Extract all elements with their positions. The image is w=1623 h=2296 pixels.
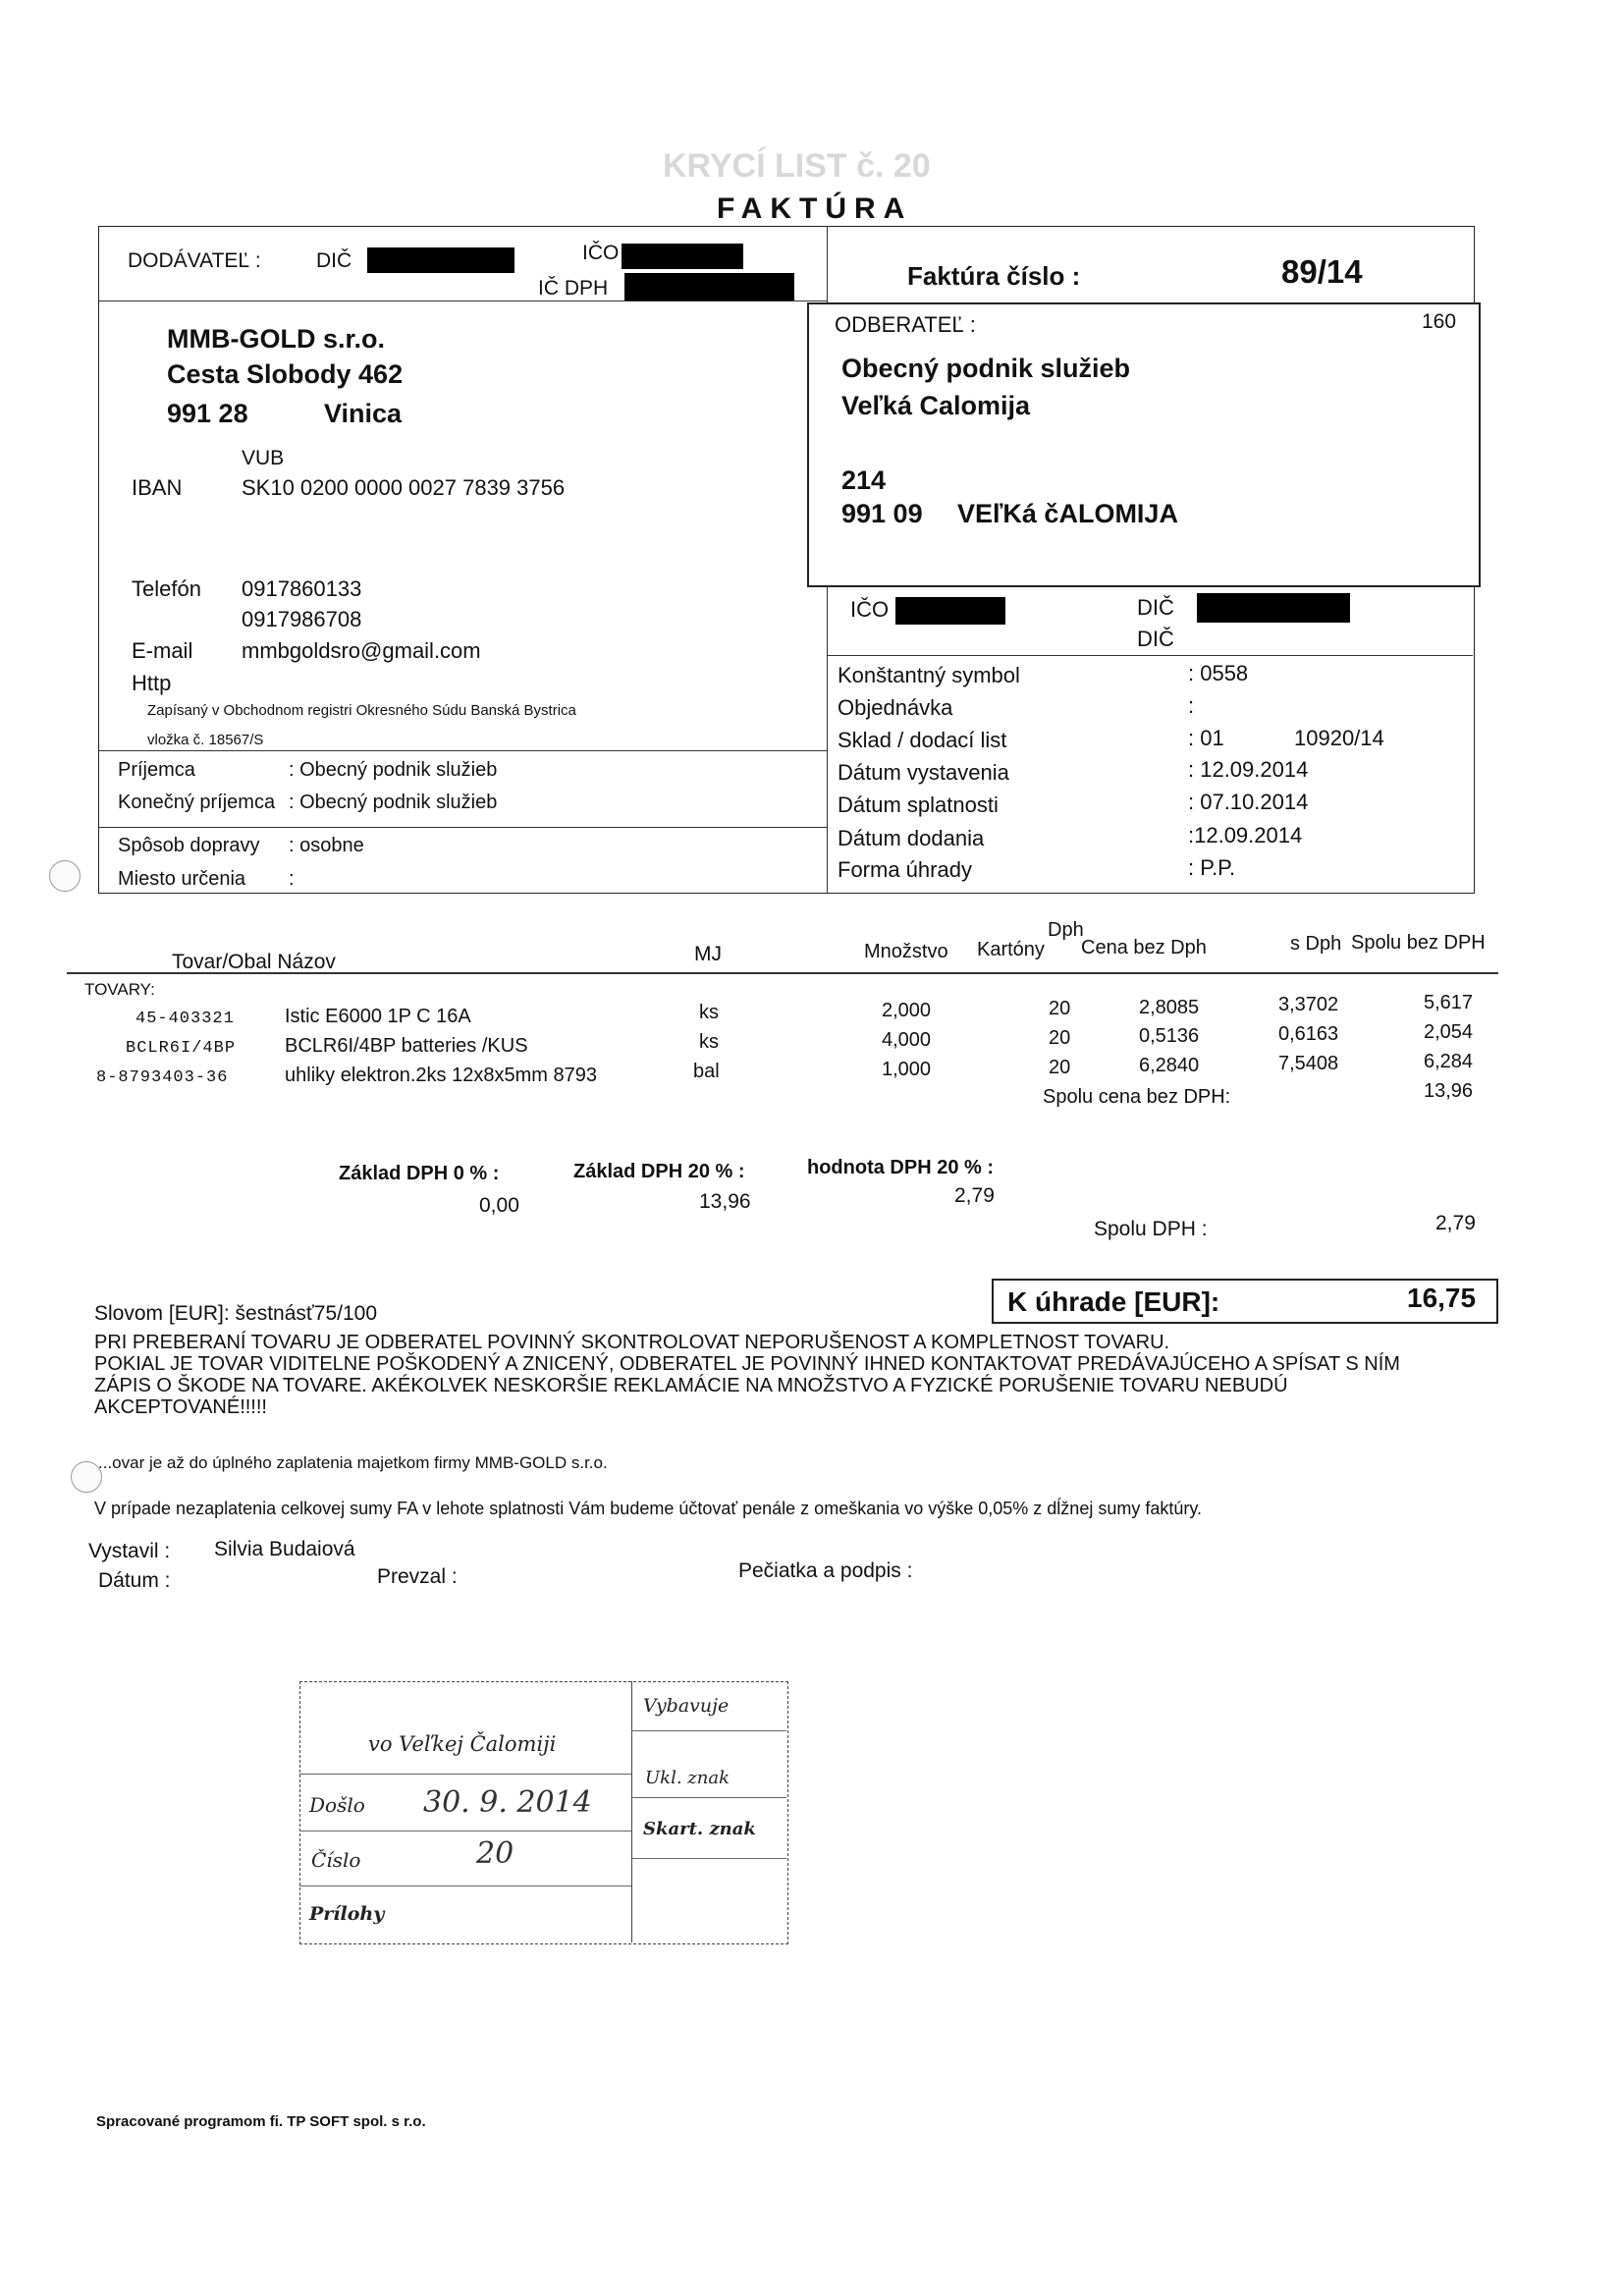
page-title: FAKTÚRA	[717, 192, 913, 225]
row-dph: 20	[1049, 998, 1071, 1019]
meta-label: Sklad / dodací list	[838, 728, 1007, 752]
doprava-label: Spôsob dopravy	[118, 835, 260, 856]
due-label: K úhrade [EUR]:	[1007, 1286, 1220, 1317]
vystavil-label: Vystavil :	[88, 1540, 171, 1562]
footer-note: Spracované programom fi. TP SOFT spol. s r.o.	[96, 2113, 426, 2130]
meta-extra: 10920/14	[1294, 726, 1384, 750]
meta-value: : P.P.	[1188, 855, 1236, 880]
row-mj: ks	[699, 1002, 719, 1023]
meta-value: : 01	[1188, 726, 1224, 750]
notice-line: PRI PREBERANÍ TOVARU JE ODBERATEL POVINNÝ SKONTROLOVAT NEPORUŠENOST A KOMPLETNOST TOVARU.	[94, 1332, 1170, 1353]
prijemca-label: Príjemca	[118, 759, 195, 781]
row-total: 5,617	[1424, 992, 1474, 1013]
supplier-dic-label: DIČ	[316, 249, 352, 272]
buyer-dic-label: DIČ	[1137, 595, 1174, 620]
col-header-dph: Dph	[1048, 919, 1084, 941]
row-qty: 2,000	[882, 1000, 932, 1021]
buyer-dic2-label: DIČ	[1137, 627, 1174, 651]
meta-label: Dátum splatnosti	[838, 793, 999, 817]
stamp-vybavuje: Vybavuje	[643, 1695, 730, 1717]
base20-value: 13,96	[699, 1190, 751, 1213]
buyer-ico-label: IČO	[850, 597, 890, 622]
meta-value: : 12.09.2014	[1188, 757, 1309, 782]
buyer-city: VEľKá čALOMIJA	[957, 499, 1178, 528]
meta-label: Konštantný symbol	[838, 663, 1020, 687]
row-price: 2,8085	[1139, 997, 1200, 1018]
col-header-mnozstvo: Množstvo	[864, 941, 948, 962]
supplier-label: DODÁVATEĽ :	[128, 249, 261, 272]
meta-value: :	[1188, 693, 1195, 718]
val20-label: hodnota DPH 20 % :	[807, 1157, 995, 1178]
supplier-bank: VUB	[242, 447, 285, 469]
register-line2: vložka č. 18567/S	[147, 732, 264, 748]
stamp-top-text: vo Veľkej Čalomiji	[368, 1732, 557, 1756]
miesto-label: Miesto určenia	[118, 868, 246, 890]
prijemca-value: : Obecný podnik služieb	[289, 759, 498, 781]
register-line1: Zapísaný v Obchodnom registri Okresného Súdu Banská Bystrica	[147, 702, 576, 719]
row-price: 6,2840	[1139, 1055, 1200, 1076]
http-label: Http	[132, 671, 172, 695]
stamp-doslo-value: 30. 9. 2014	[423, 1785, 592, 1820]
row-name: uhliky elektron.2ks 12x8x5mm 8793	[285, 1065, 597, 1086]
iban-label: IBAN	[132, 475, 183, 500]
vat-total-label: Spolu DPH :	[1094, 1218, 1208, 1240]
buyer-code: 160	[1422, 310, 1457, 333]
base0-label: Základ DPH 0 % :	[339, 1163, 500, 1184]
vystavil-value: Silvia Budaiová	[214, 1538, 355, 1560]
miesto-value: :	[289, 868, 295, 890]
amount-in-words: Slovom [EUR]: šestnásť75/100	[94, 1302, 378, 1325]
supplier-bottom-line	[98, 750, 827, 751]
stamp-cislo-value: 20	[476, 1836, 514, 1871]
row-price: 0,5136	[1139, 1025, 1200, 1047]
meta-value: :12.09.2014	[1188, 823, 1303, 847]
punch-hole-icon	[71, 1461, 102, 1493]
supplier-city: Vinica	[324, 399, 403, 428]
email-value: mmbgoldsro@gmail.com	[242, 638, 481, 663]
registry-stamp	[299, 1681, 790, 1946]
table-header-line	[67, 972, 1498, 974]
datum-label: Dátum :	[98, 1569, 171, 1592]
stamp-prilohy-label: Prílohy	[309, 1903, 385, 1925]
row-name: BCLR6I/4BP batteries /KUS	[285, 1035, 528, 1057]
buyer-label: ODBERATEĽ :	[835, 312, 976, 337]
notice-line: AKCEPTOVANÉ!!!!!	[94, 1396, 267, 1418]
buyer-box	[807, 302, 1481, 587]
row-total: 6,284	[1424, 1051, 1474, 1072]
sum-value: 13,96	[1424, 1080, 1474, 1102]
redaction-icdph	[624, 273, 794, 301]
stamp-divider	[631, 1681, 632, 1942]
prevzal-label: Prevzal :	[377, 1565, 458, 1588]
row-code: 45-403321	[135, 1010, 235, 1028]
ghost-title: KRYCÍ LIST č. 20	[663, 147, 931, 185]
supplier-zip: 991 28	[167, 399, 248, 428]
buyer-name2: Veľká Calomija	[841, 391, 1031, 420]
phone-label: Telefón	[132, 576, 201, 601]
ownership-note: ...ovar je až do úplného zaplatenia majetkom firmy MMB-GOLD s.r.o.	[98, 1453, 608, 1472]
punch-hole-icon	[49, 860, 81, 892]
invoice-number-label: Faktúra číslo :	[907, 261, 1081, 291]
supplier-name: MMB-GOLD s.r.o.	[167, 324, 385, 354]
row-mj: bal	[693, 1061, 720, 1082]
row-mj: ks	[699, 1031, 719, 1053]
col-header-cena: Cena bez Dph	[1081, 937, 1207, 958]
phone1-value: 0917860133	[242, 576, 362, 601]
stamp-line	[631, 1730, 786, 1731]
row-price-vat: 3,3702	[1278, 994, 1339, 1015]
notice-line: POKIAL JE TOVAR VIDITELNE POŠKODENÝ A ZNICENÝ, ODBERATEL JE POVINNÝ IHNED KONTAKTOVAT PREDÁVAJÚCEHO A SPÍSAT S NÍM	[94, 1353, 1400, 1375]
col-header-kartony: Kartóny	[977, 939, 1045, 960]
row-qty: 1,000	[882, 1059, 932, 1080]
meta-label: Dátum vystavenia	[838, 760, 1009, 785]
sum-label: Spolu cena bez DPH:	[1043, 1086, 1231, 1108]
stamp-ukl: Ukl. znak	[645, 1768, 730, 1788]
buyer-name1: Obecný podnik služieb	[841, 354, 1131, 383]
col-header-mj: MJ	[694, 943, 722, 965]
stamp-skart: Skart. znak	[643, 1819, 756, 1839]
penalty-note: V prípade nezaplatenia celkovej sumy FA v lehote splatnosti Vám budeme účtovať penále z omeškania vo výške 0,05% z dĺžnej sumy faktúry.	[94, 1499, 1203, 1518]
col-header-name: Tovar/Obal Názov	[172, 951, 336, 973]
phone2-value: 0917986708	[242, 607, 362, 631]
vat-total-value: 2,79	[1435, 1212, 1476, 1234]
row-dph: 20	[1049, 1057, 1071, 1078]
peciatka-label: Pečiatka a podpis :	[738, 1559, 913, 1582]
stamp-line	[631, 1858, 786, 1859]
col-header-sdph: s Dph	[1290, 933, 1342, 955]
redaction-buyer-dic	[1197, 593, 1350, 623]
meta-label: Dátum dodania	[838, 826, 985, 850]
row-price-vat: 7,5408	[1278, 1053, 1339, 1074]
row-name: Istic E6000 1P C 16A	[285, 1006, 471, 1027]
val20-value: 2,79	[954, 1184, 995, 1207]
invoice-number: 89/14	[1281, 253, 1363, 290]
row-code: BCLR6I/4BP	[126, 1039, 237, 1058]
row-dph: 20	[1049, 1027, 1071, 1049]
meta-label: Forma úhrady	[838, 857, 972, 882]
stamp-doslo-label: Došlo	[309, 1793, 365, 1817]
supplier-icdph-label: IČ DPH	[538, 277, 609, 300]
due-value: 16,75	[1407, 1283, 1477, 1313]
redaction-dic	[367, 247, 514, 273]
stamp-line	[631, 1797, 786, 1798]
redaction-ico	[622, 244, 743, 269]
notice-line: ZÁPIS O ŠKODE NA TOVARE. AKÉKOLVEK NESKORŠIE REKLAMÁCIE NA MNOŽSTVO A FYZICKÉ PORUŠENIE TOVARU NEBUDÚ	[94, 1375, 1288, 1396]
supplier-ico-label: IČO	[582, 242, 620, 264]
konecny-label: Konečný príjemca	[118, 792, 276, 813]
meta-value: : 07.10.2014	[1188, 790, 1309, 814]
row-total: 2,054	[1424, 1021, 1474, 1043]
row-qty: 4,000	[882, 1029, 932, 1051]
base20-label: Základ DPH 20 % :	[573, 1161, 745, 1182]
section-label: TOVARY:	[84, 980, 155, 999]
meta-top-line	[827, 655, 1473, 656]
doprava-value: : osobne	[289, 835, 364, 856]
row-price-vat: 0,6163	[1278, 1023, 1339, 1045]
recipient-line	[98, 827, 827, 828]
iban-value: SK10 0200 0000 0027 7839 3756	[242, 475, 566, 500]
meta-value: : 0558	[1188, 661, 1249, 685]
buyer-street: 214	[841, 465, 887, 495]
meta-label: Objednávka	[838, 695, 953, 720]
supplier-street: Cesta Slobody 462	[167, 359, 404, 389]
col-header-spolu: Spolu bez DPH	[1351, 932, 1486, 954]
redaction-buyer-ico	[895, 597, 1005, 625]
email-label: E-mail	[132, 638, 193, 663]
row-code: 8-8793403-36	[96, 1068, 229, 1087]
stamp-cislo-label: Číslo	[311, 1848, 361, 1872]
buyer-zip: 991 09	[841, 499, 923, 528]
base0-value: 0,00	[479, 1194, 519, 1217]
stamp-line	[299, 1774, 631, 1775]
konecny-value: : Obecný podnik služieb	[289, 792, 498, 813]
